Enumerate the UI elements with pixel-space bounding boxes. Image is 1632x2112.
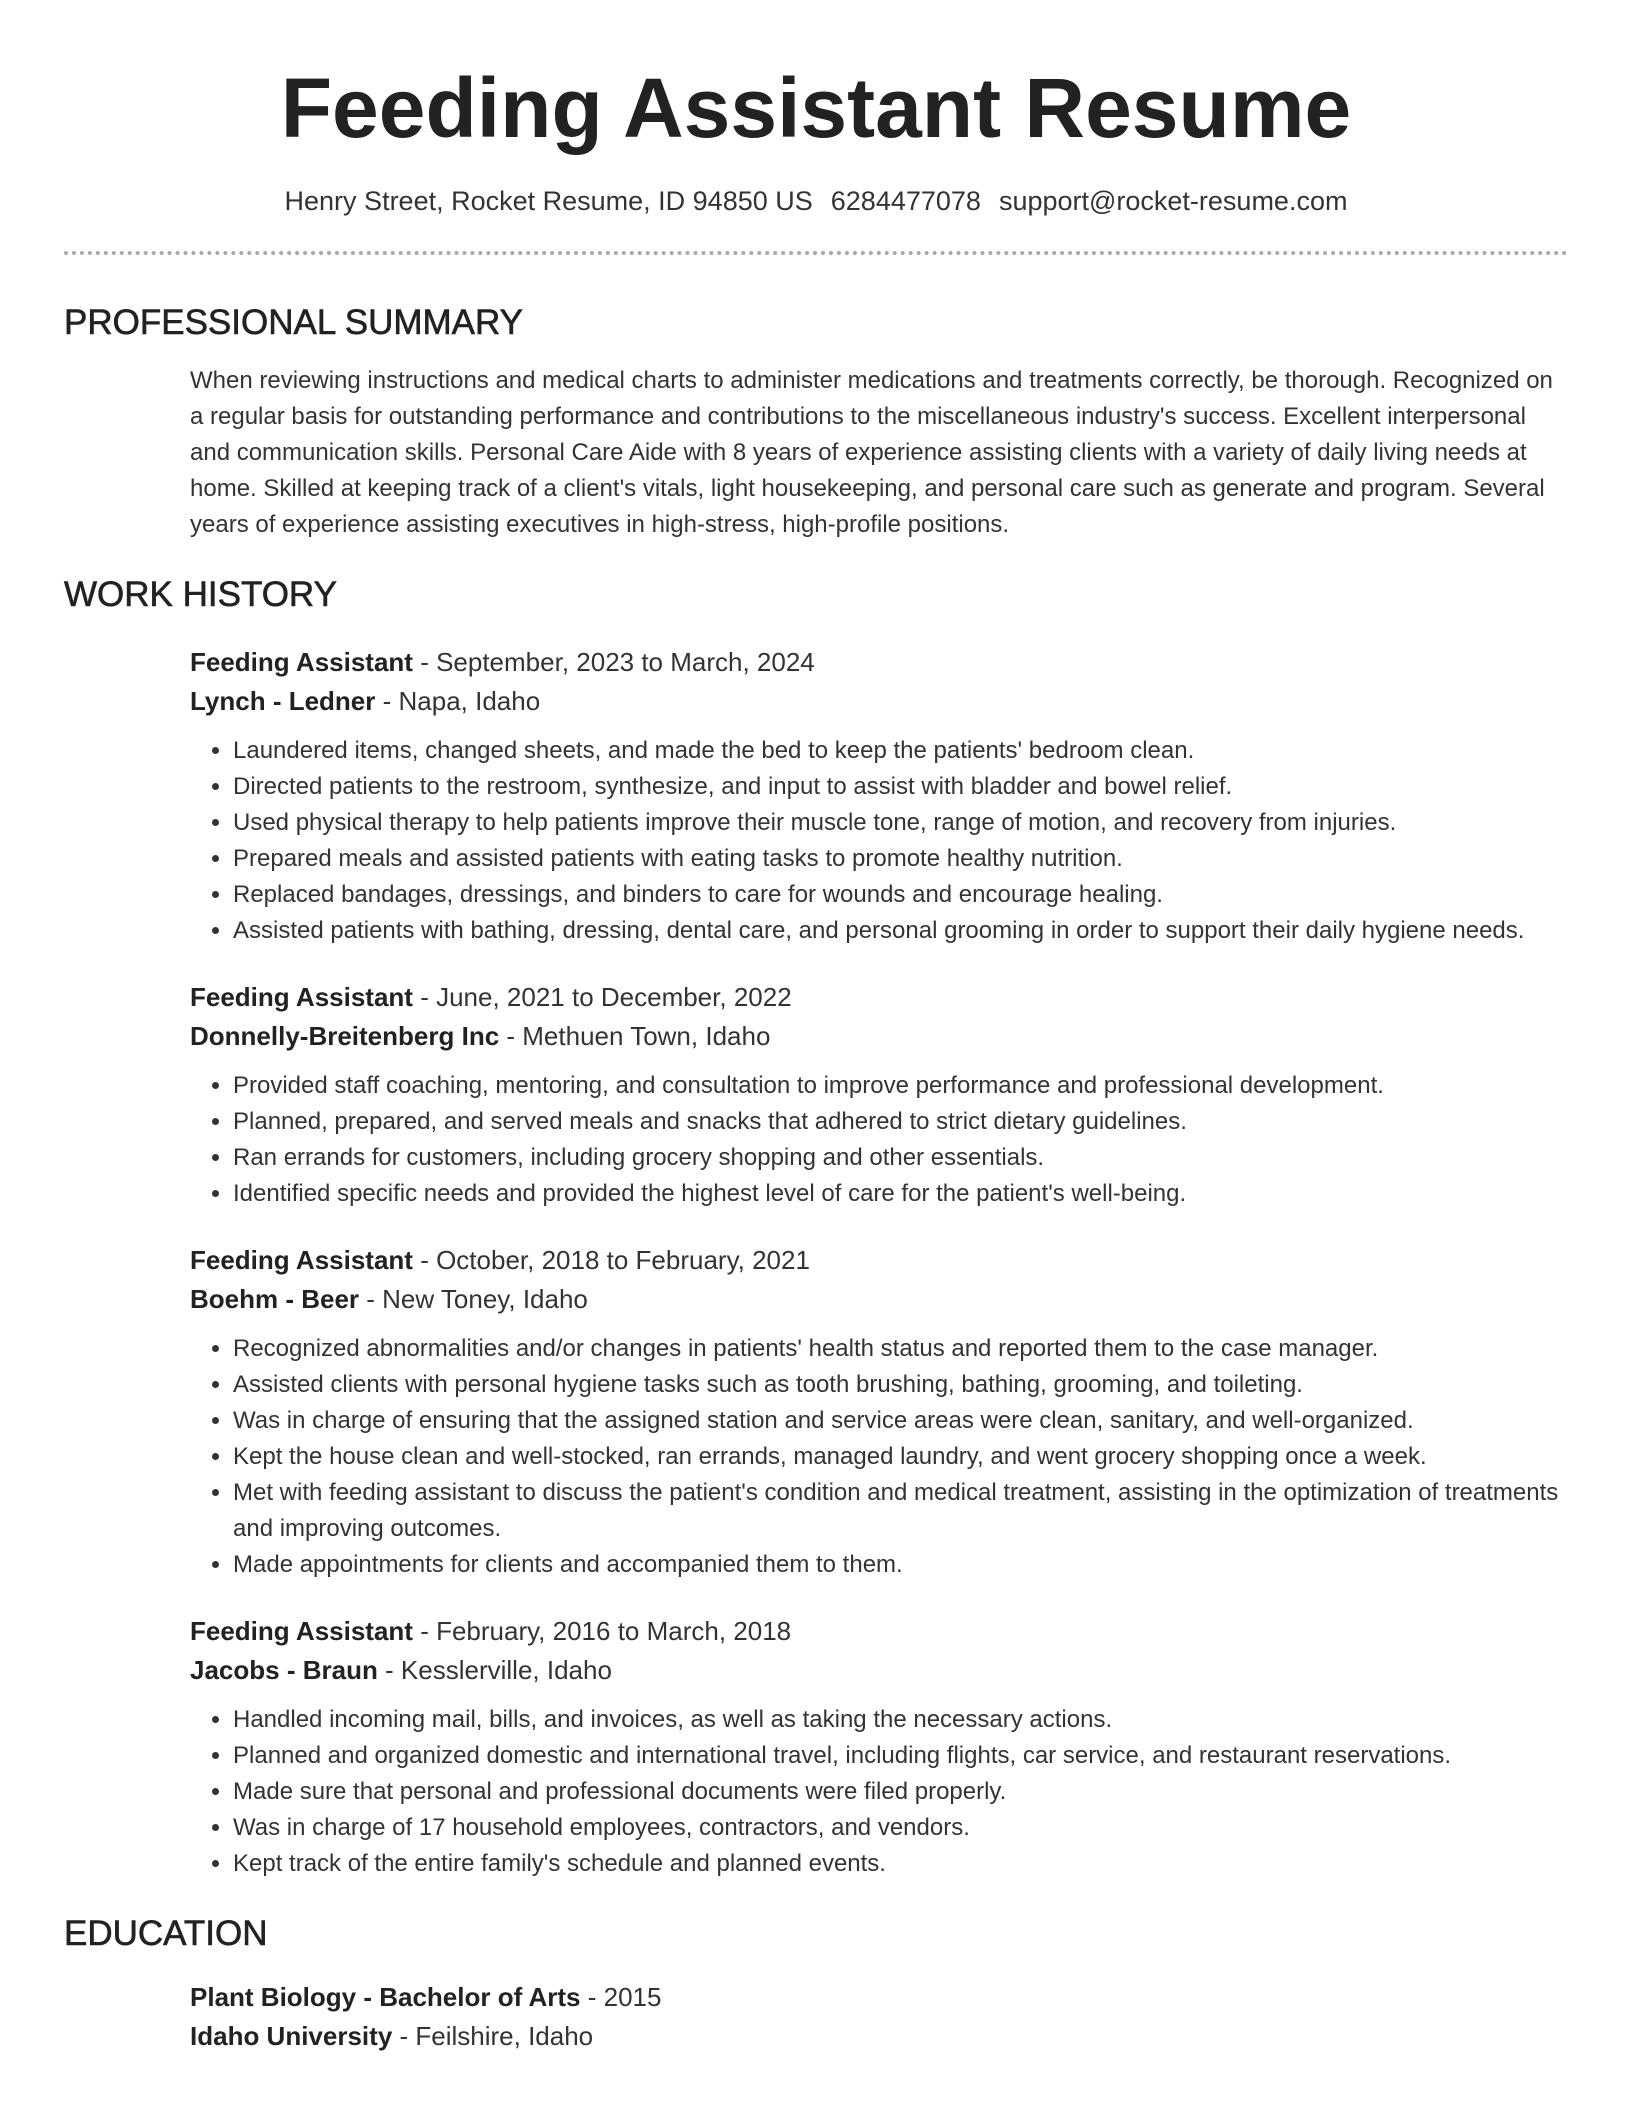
job-location: - Kesslerville, Idaho [377, 1655, 612, 1685]
job-bullet: • Provided staff coaching, mentoring, and consultation to improve performance and professional development. [233, 1068, 1568, 1104]
school-line [190, 2017, 1568, 2056]
summary-text: When reviewing instructions and medical charts to administer medications and treatments correctly, be thorough. Recognized on a regular basis for outstanding performance and contributions to the miscellaneous industry's success. Excellent interpersonal and communication skills. Personal Care Aide with 8 years of experience assisting clients with a variety of daily living needs at home. Skilled at keeping track of a client's vitals, light housekeeping, and personal care such as generate and program. Several years of experience assisting executives in high-stress, high-profile positions. [190, 367, 1553, 538]
resume-title: Feeding Assistant Resume [280, 61, 1352, 155]
job-bullet: • Handled incoming mail, bills, and invoices, as well as taking the necessary actions. [233, 1702, 1568, 1738]
job-bullet: • Kept track of the entire family's schedule and planned events. [233, 1846, 1568, 1882]
header-divider [64, 251, 1568, 255]
degree-year: - 2015 [580, 1982, 662, 2012]
job-title-line [190, 643, 1568, 682]
job-entry [190, 643, 1568, 949]
degree-line [190, 1978, 1568, 2017]
job-bullet: • Kept the house clean and well-stocked, ran errands, managed laundry, and went grocery shopping once a week. [233, 1439, 1568, 1475]
job-title-line [190, 1612, 1568, 1651]
job-company-line [190, 682, 1568, 721]
school-location: - Feilshire, Idaho [392, 2021, 594, 2051]
contact-line [64, 184, 1568, 218]
job-bullet: • Planned, prepared, and served meals and snacks that adhered to strict dietary guidelines. [233, 1104, 1568, 1140]
job-location: - New Toney, Idaho [359, 1284, 588, 1314]
job-title-line [190, 1241, 1568, 1280]
job-dates: - September, 2023 to March, 2024 [412, 647, 815, 677]
job-bullet: • Was in charge of ensuring that the assigned station and service areas were clean, sanitary, and well-organized. [233, 1403, 1568, 1439]
job-company: Donnelly-Breitenberg Inc [190, 1021, 500, 1051]
job-entry [190, 1612, 1568, 1882]
job-company: Lynch - Ledner [190, 686, 376, 716]
job-dates: - October, 2018 to February, 2021 [412, 1245, 810, 1275]
job-bullet: • Planned and organized domestic and international travel, including flights, car service, and restaurant reservations. [233, 1738, 1568, 1774]
job-title-line [190, 978, 1568, 1017]
school: Idaho University [190, 2021, 393, 2051]
job-bullet: • Identified specific needs and provided the highest level of care for the patient's well-being. [233, 1176, 1568, 1212]
job-bullet: • Was in charge of 17 household employees, contractors, and vendors. [233, 1810, 1568, 1846]
job-company-line [190, 1651, 1568, 1690]
job-bullet: • Made sure that personal and professional documents were filed properly. [233, 1774, 1568, 1810]
job-bullet: • Met with feeding assistant to discuss the patient's condition and medical treatment, assisting in the optimization of treatments and improving outcomes. [233, 1475, 1568, 1547]
job-company-line [190, 1017, 1568, 1056]
job-location: - Methuen Town, Idaho [499, 1021, 771, 1051]
job-bullet: • Replaced bandages, dressings, and binders to care for wounds and encourage healing. [233, 877, 1568, 913]
job-entry [190, 1241, 1568, 1583]
job-bullet: • Directed patients to the restroom, synthesize, and input to assist with bladder and bowel relief. [233, 769, 1568, 805]
job-bullet: • Assisted clients with personal hygiene tasks such as tooth brushing, bathing, grooming, and toileting. [233, 1367, 1568, 1403]
degree: Plant Biology - Bachelor of Arts [190, 1982, 581, 2012]
job-title: Feeding Assistant [190, 1616, 413, 1646]
job-dates: - June, 2021 to December, 2022 [412, 982, 792, 1012]
job-bullets [190, 1068, 1568, 1212]
job-bullet: • Recognized abnormalities and/or changes in patients' health status and reported them to the case manager. [233, 1331, 1568, 1367]
job-title: Feeding Assistant [190, 1245, 413, 1275]
summary-heading: PROFESSIONAL SUMMARY [64, 303, 523, 342]
job-bullets [190, 1702, 1568, 1882]
job-bullet: • Ran errands for customers, including grocery shopping and other essentials. [233, 1140, 1568, 1176]
job-bullet: • Prepared meals and assisted patients with eating tasks to promote healthy nutrition. [233, 841, 1568, 877]
job-company-line [190, 1280, 1568, 1319]
education-heading: EDUCATION [64, 1914, 268, 1953]
job-bullets [190, 1331, 1568, 1583]
job-entry [190, 978, 1568, 1212]
contact-email: support@rocket-resume.com [998, 186, 1348, 216]
job-bullets [190, 733, 1568, 949]
job-location: - Napa, Idaho [375, 686, 541, 716]
job-company: Boehm - Beer [190, 1284, 360, 1314]
work-history-heading: WORK HISTORY [64, 575, 337, 614]
job-title: Feeding Assistant [190, 647, 413, 677]
job-title: Feeding Assistant [190, 982, 413, 1012]
contact-phone: 6284477078 [830, 186, 981, 216]
job-bullet: • Used physical therapy to help patients improve their muscle tone, range of motion, and recovery from injuries. [233, 805, 1568, 841]
job-bullet: • Assisted patients with bathing, dressing, dental care, and personal grooming in order to support their daily hygiene needs. [233, 913, 1568, 949]
job-company: Jacobs - Braun [190, 1655, 378, 1685]
job-dates: - February, 2016 to March, 2018 [412, 1616, 792, 1646]
job-bullet: • Made appointments for clients and accompanied them to them. [233, 1547, 1568, 1583]
education-entry [190, 1978, 1568, 2056]
contact-address: Henry Street, Rocket Resume, ID 94850 US [284, 186, 813, 216]
job-bullet: • Laundered items, changed sheets, and made the bed to keep the patients' bedroom clean. [233, 733, 1568, 769]
